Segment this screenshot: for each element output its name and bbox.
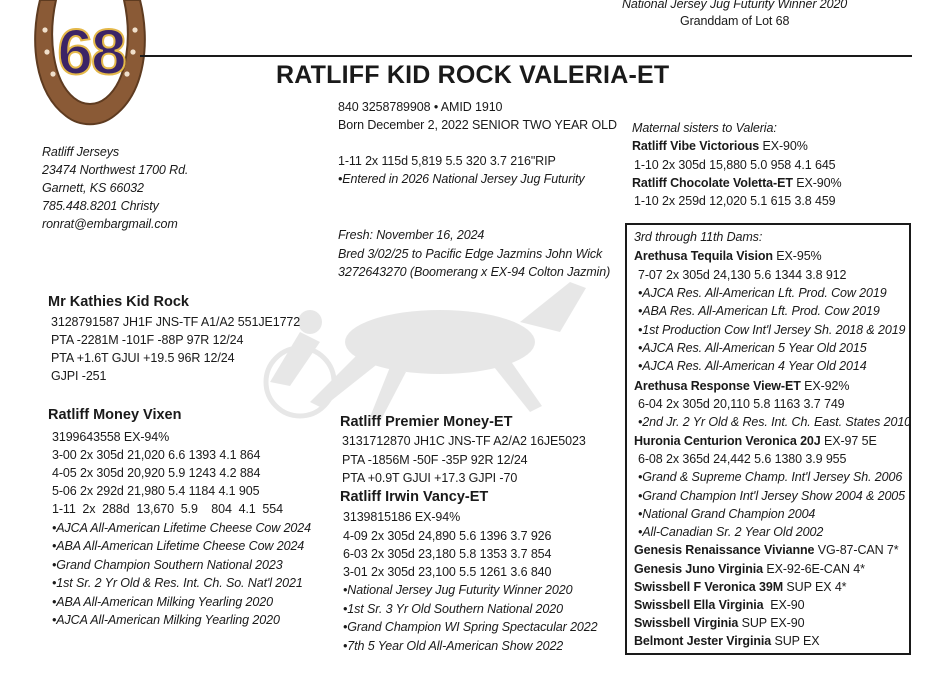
maternal-header: Maternal sisters to Valeria: <box>632 121 777 135</box>
id-line: 840 3258789908 • AMID 1910 <box>338 100 503 114</box>
granddam-honor: •National Jersey Jug Futurity Winner 2020 <box>343 583 573 597</box>
granddam-honor: •Grand Champion WI Spring Spectacular 2022 <box>343 620 598 634</box>
granddam-honor: •7th 5 Year Old All-American Show 2022 <box>343 639 564 653</box>
sire-line: PTA -2281M -101F -88P 97R 12/24 <box>51 333 244 347</box>
later-dam-class: SUP EX 4* <box>783 580 847 594</box>
later-dam-class: SUP EX-90 <box>738 616 805 630</box>
maternal-sister-2 <box>632 174 842 192</box>
consignor-address1: 23474 Northwest 1700 Rd. <box>42 163 189 177</box>
dam-3-honor: •ABA Res. All-American Lft. Prod. Cow 2019 <box>638 304 880 318</box>
granddam-line: 3-01 2x 305d 23,100 5.5 1261 3.6 840 <box>343 565 552 579</box>
dam-5-honor: •Grand & Supreme Champ. Int'l Jersey Sh. 2006 <box>638 470 903 484</box>
dam-5-honor: •Grand Champion Int'l Jersey Show 2004 & 2005 <box>638 489 906 503</box>
sister-2-class: EX-90% <box>792 176 842 190</box>
dam-honor: •AJCA All-American Lifetime Cheese Cow 2024 <box>52 521 311 535</box>
dam-3-heading <box>634 247 822 265</box>
dam-line: 1-11 2x 288d 13,670 5.9 804 4.1 554 <box>52 502 283 516</box>
consignor-name: Ratliff Jerseys <box>42 145 119 159</box>
dam-honor: •AJCA All-American Milking Yearling 2020 <box>52 613 280 627</box>
dam-3-honor: •AJCA Res. All-American 4 Year Old 2014 <box>638 359 867 373</box>
mgs-line: PTA +0.9T GJUI +17.3 GJPI -70 <box>342 471 518 485</box>
lot-number: 68 <box>57 16 125 88</box>
sire-name: Mr Kathies Kid Rock <box>48 294 189 310</box>
later-dam-class: VG-87-CAN 7* <box>814 543 899 557</box>
sister-1-name: Ratliff Vibe Victorious <box>632 139 760 153</box>
fresh-line: Fresh: November 16, 2024 <box>338 228 485 242</box>
later-dam-name: Belmont Jester Virginia <box>634 634 772 648</box>
dam-3-name: Arethusa Tequila Vision <box>634 249 773 263</box>
mgs-line: 3131712870 JH1C JNS-TF A2/A2 16JE5023 <box>342 434 586 448</box>
dam-honor: •ABA All-American Milking Yearling 2020 <box>52 595 273 609</box>
dam-name: Ratliff Money Vixen <box>48 407 182 423</box>
dam-5-record: 6-08 2x 365d 24,442 5.6 1380 3.9 955 <box>638 452 847 466</box>
sire-line: 3128791587 JH1F JNS-TF A1/A2 551JE1772 <box>51 315 301 329</box>
later-dam-name: Genesis Juno Virginia <box>634 562 763 576</box>
later-dam <box>634 560 865 578</box>
later-dam <box>634 578 846 596</box>
dam-4-heading <box>634 377 849 395</box>
dam-5-heading <box>634 432 877 450</box>
later-dam <box>634 596 804 614</box>
later-dam-class: EX-92-6E-CAN 4* <box>762 562 865 576</box>
service-sire-line: 3272643270 (Boomerang x EX-94 Colton Jazmin) <box>338 265 611 279</box>
later-dam <box>634 541 899 559</box>
later-dam-name: Swissbell F Veronica 39M <box>634 580 784 594</box>
granddam-line: 4-09 2x 305d 24,890 5.6 1396 3.7 926 <box>343 529 552 543</box>
dam-honor: •1st Sr. 2 Yr Old & Res. Int. Ch. So. Nat'l 2021 <box>52 576 303 590</box>
consignor-address2: Garnett, KS 66032 <box>42 181 144 195</box>
granddam-line: 6-03 2x 305d 23,180 5.8 1353 3.7 854 <box>343 547 552 561</box>
consignor-phone: 785.448.8201 Christy <box>42 199 159 213</box>
dam-4-class: EX-92% <box>800 379 850 393</box>
dam-3-honor: •AJCA Res. All-American 5 Year Old 2015 <box>638 341 867 355</box>
later-dam-name: Swissbell Ella Virginia <box>634 598 764 612</box>
sister-1-record: 1-10 2x 305d 15,880 5.0 958 4.1 645 <box>634 158 836 172</box>
header-rule <box>140 55 912 57</box>
later-dam-class: SUP EX <box>771 634 820 648</box>
dam-line: 4-05 2x 305d 20,920 5.9 1243 4.2 884 <box>52 466 261 480</box>
maternal-sister-1 <box>632 137 808 155</box>
dam-5-honor: •All-Canadian Sr. 2 Year Old 2002 <box>638 525 824 539</box>
top-note-line2: Granddam of Lot 68 <box>680 14 790 28</box>
consignor-email[interactable]: ronrat@embargmail.com <box>42 217 178 231</box>
birth-line: Born December 2, 2022 SENIOR TWO YEAR OLD <box>338 118 617 132</box>
sister-2-name: Ratliff Chocolate Voletta-ET <box>632 176 793 190</box>
dam-3-honor: •AJCA Res. All-American Lft. Prod. Cow 2019 <box>638 286 887 300</box>
dam-5-class: EX-97 5E <box>820 434 877 448</box>
dam-4-name: Arethusa Response View-ET <box>634 379 801 393</box>
dam-4-record: 6-04 2x 305d 20,110 5.8 1163 3.7 749 <box>638 397 845 411</box>
granddam-line: 3139815186 EX-94% <box>343 510 461 524</box>
entered-line: •Entered in 2026 National Jersey Jug Futurity <box>338 172 585 186</box>
later-dam <box>634 614 804 632</box>
mgs-name: Ratliff Premier Money-ET <box>340 414 513 430</box>
dam-line: 5-06 2x 292d 21,980 5.4 1184 4.1 905 <box>52 484 260 498</box>
granddam-honor: •1st Sr. 3 Yr Old Southern National 2020 <box>343 602 563 616</box>
dam-3-class: EX-95% <box>772 249 822 263</box>
sister-2-record: 1-10 2x 259d 12,020 5.1 615 3.8 459 <box>634 194 836 208</box>
later-dam <box>634 632 820 650</box>
record-line: 1-11 2x 115d 5,819 5.5 320 3.7 216"RIP <box>338 154 556 168</box>
granddam-name: Ratliff Irwin Vancy-ET <box>340 489 489 505</box>
dam-5-name: Huronia Centurion Veronica 20J <box>634 434 821 448</box>
mgs-line: PTA -1856M -50F -35P 92R 12/24 <box>342 453 528 467</box>
dam-line: 3199643558 EX-94% <box>52 430 170 444</box>
later-dam-name: Swissbell Virginia <box>634 616 739 630</box>
dam-honor: •Grand Champion Southern National 2023 <box>52 558 283 572</box>
dam-honor: •ABA All-American Lifetime Cheese Cow 2024 <box>52 539 305 553</box>
harness-horse-watermark <box>230 262 610 422</box>
later-dam-name: Genesis Renaissance Vivianne <box>634 543 815 557</box>
sire-line: GJPI -251 <box>51 369 107 383</box>
sire-line: PTA +1.6T GJUI +19.5 96R 12/24 <box>51 351 235 365</box>
bred-line: Bred 3/02/25 to Pacific Edge Jazmins John Wick <box>338 247 603 261</box>
dam-line: 3-00 2x 305d 21,020 6.6 1393 4.1 864 <box>52 448 261 462</box>
sister-1-class: EX-90% <box>759 139 808 153</box>
dams-box-header: 3rd through 11th Dams: <box>634 230 763 244</box>
dam-4-honor: •2nd Jr. 2 Yr Old & Res. Int. Ch. East. States 2010 <box>638 415 912 429</box>
dam-3-record: 7-07 2x 305d 24,130 5.6 1344 3.8 912 <box>638 268 847 282</box>
dam-5-honor: •National Grand Champion 2004 <box>638 507 816 521</box>
later-dam-class: EX-90 <box>763 598 805 612</box>
top-note-line1: National Jersey Jug Futurity Winner 2020 <box>622 0 848 11</box>
dam-3-honor: •1st Production Cow Int'l Jersey Sh. 2018 & 2019 <box>638 323 906 337</box>
lot-title: RATLIFF KID ROCK VALERIA-ET <box>276 61 670 89</box>
